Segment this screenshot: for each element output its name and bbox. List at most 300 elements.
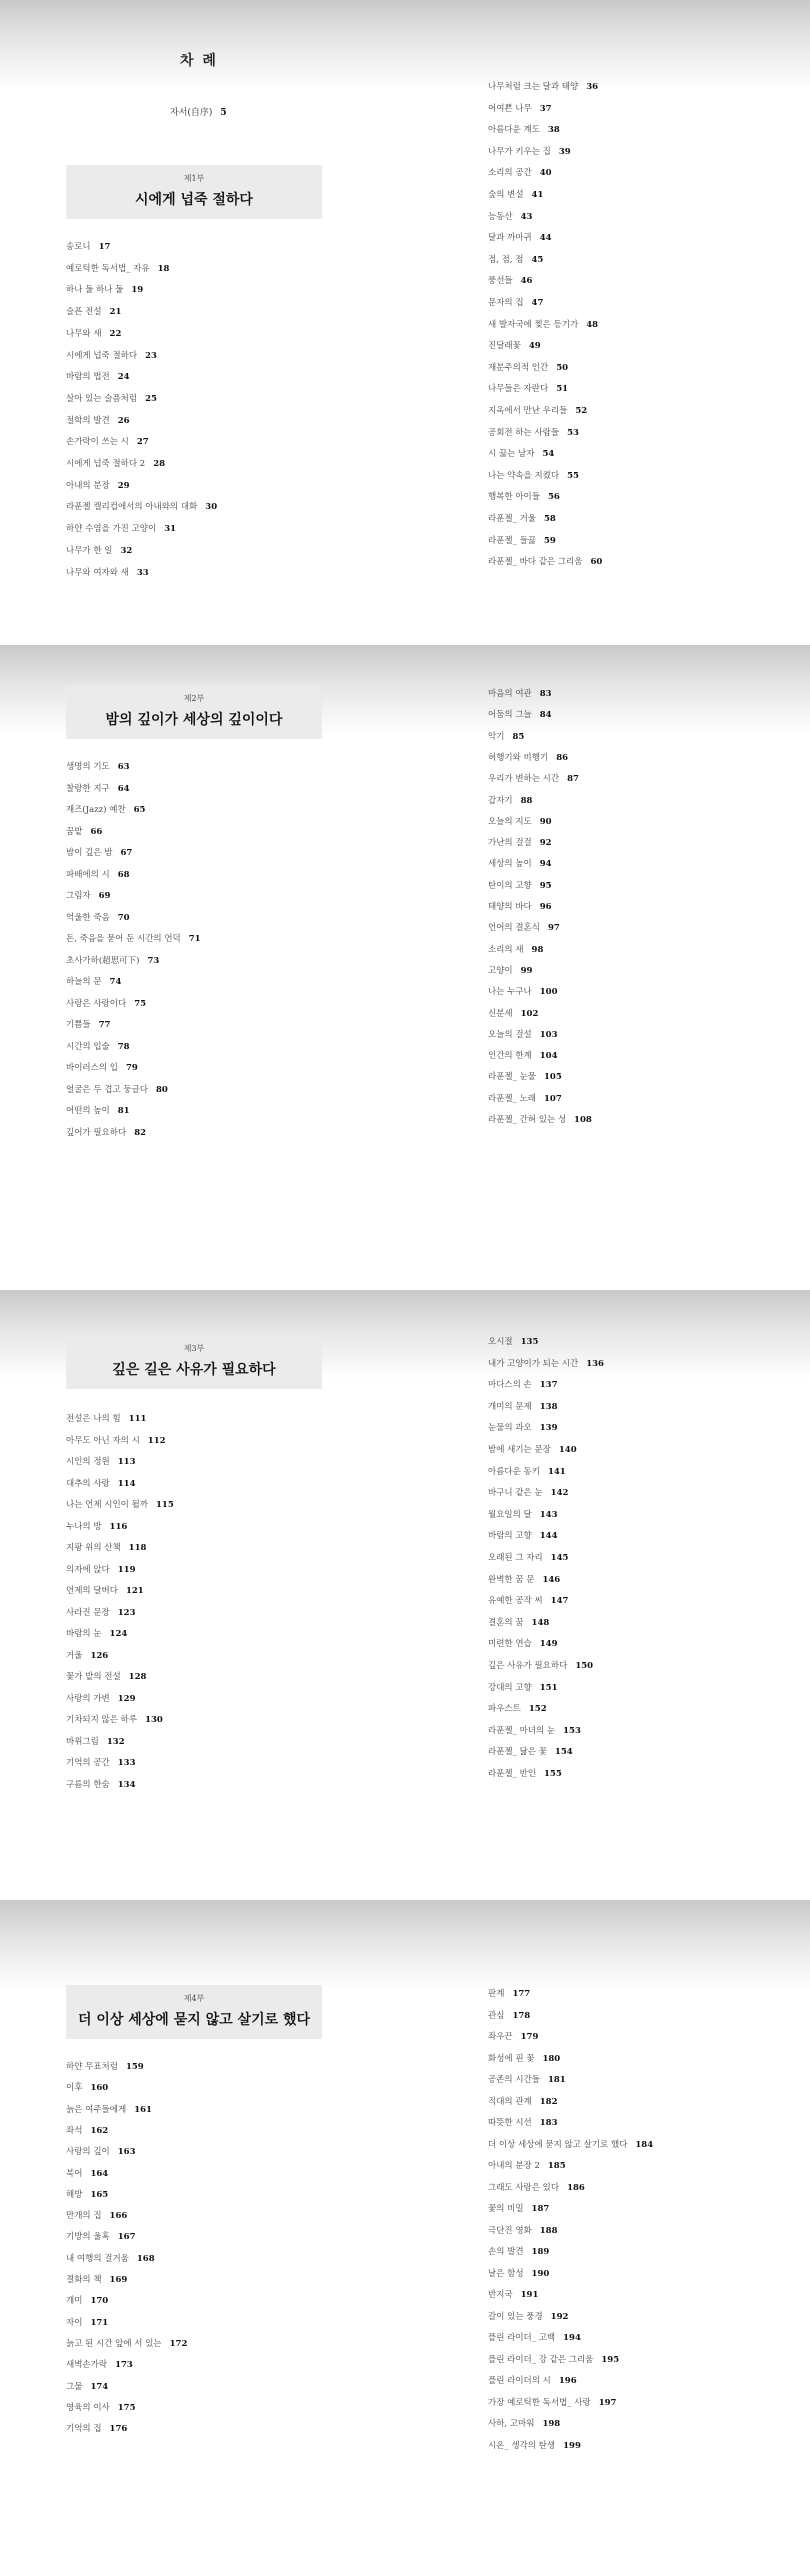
entry-title: 해방 (66, 2189, 83, 2200)
toc-entry (488, 2138, 653, 2150)
entry-page-number: 181 (547, 2075, 566, 2085)
toc-entry (66, 327, 121, 339)
entry-title: 절학의 발견 (66, 415, 110, 426)
toc-entry (488, 2310, 568, 2322)
entry-title: 하나 둘 하나 둘 (66, 285, 124, 296)
entry-title: 나무가 키우는 집 (488, 146, 551, 157)
entry-page-number: 133 (117, 1758, 136, 1768)
part-label: 제1부 (183, 174, 205, 183)
entry-page-number: 59 (544, 535, 556, 546)
entry-page-number: 25 (145, 393, 157, 404)
entry-title: 고양이 (488, 965, 513, 976)
toc-entry (66, 2422, 127, 2434)
toc-entry (66, 240, 110, 252)
entry-title: 능동산 (488, 211, 513, 222)
entry-page-number: 48 (586, 319, 599, 330)
entry-title: 사하, 고마워 (488, 2419, 535, 2429)
toc-entry (66, 1434, 166, 1446)
entry-title: 거울 (66, 1650, 83, 1661)
entry-title: 행복한 아이들 (488, 492, 540, 503)
entry-page-number: 129 (117, 1693, 136, 1704)
entry-page-number: 141 (547, 1466, 566, 1477)
toc-entry (66, 370, 130, 382)
entry-page-number: 134 (117, 1779, 136, 1790)
entry-page-number: 33 (136, 567, 149, 578)
entry-page-number: 149 (539, 1639, 558, 1650)
entry-page-number: 75 (134, 998, 147, 1009)
entry-title: 억울한 죽음 (66, 912, 110, 923)
entry-title: 갈이 있는 풍경 (488, 2311, 543, 2322)
toc-entry (66, 262, 169, 274)
entry-title: 라푼젤_ 눈물 (488, 1072, 537, 1083)
toc-entry (488, 274, 532, 286)
toc-entry (66, 825, 102, 837)
toc-entry (66, 975, 121, 987)
toc-entry (66, 2358, 133, 2370)
entry-title: 반지국 (488, 2290, 513, 2300)
entry-page-number: 66 (90, 826, 103, 837)
entry-page-number: 81 (117, 1106, 130, 1116)
entry-title: 미련한 연습 (488, 1639, 532, 1650)
entry-title: 공회전 하는 사람들 (488, 427, 560, 438)
entry-title: 소리의 공간 (488, 168, 532, 179)
entry-page-number: 67 (120, 848, 133, 858)
toc-entry (488, 2267, 549, 2279)
entry-page-number: 104 (539, 1051, 558, 1062)
entry-title: 돈, 죽음을 묻어 둔 시간의 언덕 (66, 934, 181, 944)
entry-page-number: 56 (547, 492, 560, 503)
entry-title: 가난의 걸걸 (488, 838, 532, 849)
toc-entry (488, 1637, 558, 1649)
entry-title: 눈물의 과오 (488, 1423, 532, 1434)
entry-title: 하얀 무표처럼 (66, 2062, 118, 2072)
entry-title: 시간의 입술 (66, 1041, 110, 1052)
entry-page-number: 43 (520, 211, 533, 222)
toc-entry (488, 1028, 558, 1040)
entry-title: 우리가 변하는 시간 (488, 774, 560, 785)
toc-entry (488, 339, 541, 351)
entry-page-number: 123 (117, 1607, 136, 1618)
toc-entry (488, 2009, 530, 2021)
entry-page-number: 139 (539, 1423, 558, 1434)
toc-entry (66, 283, 143, 295)
toc-entry (488, 2353, 619, 2365)
entry-title: 아름다운 계도 (488, 125, 540, 136)
entry-title: 라푼젤 캘리컵에서의 아내와의 대화 (66, 502, 198, 513)
toc-entry (66, 932, 201, 944)
part-title: 깊은 길은 사유가 필요하다 (112, 1362, 276, 1378)
entry-page-number: 49 (528, 341, 541, 352)
toc-entry (66, 457, 165, 469)
entry-title: 바람의 고향 (488, 1531, 532, 1542)
entry-title: 깊은 사유가 필요하다 (488, 1661, 568, 1671)
entry-title: 태양의 바다 (488, 902, 532, 912)
toc-entry (488, 447, 554, 459)
entry-page-number: 69 (98, 891, 111, 901)
entry-title: 마다스의 손 (488, 1380, 532, 1391)
toc-entry (488, 1070, 562, 1082)
entry-page-number: 94 (539, 859, 552, 870)
entry-page-number: 53 (567, 427, 579, 438)
entry-page-number: 164 (90, 2168, 109, 2179)
entry-page-number: 100 (539, 987, 558, 998)
entry-page-number: 102 (520, 1008, 539, 1019)
entry-title: 세상의 높이 (488, 859, 532, 870)
entry-page-number: 112 (147, 1435, 166, 1446)
entry-page-number: 74 (109, 977, 122, 987)
entry-page-number: 82 (134, 1127, 147, 1138)
entry-title: 라푼젤_ 마녀의 눈 (488, 1725, 556, 1736)
toc-entry (66, 1412, 146, 1424)
entry-page-number: 165 (90, 2189, 109, 2200)
entry-page-number: 114 (117, 1478, 136, 1489)
entry-title: 플린 라이더_ 고백 (488, 2333, 556, 2343)
toc-entry (488, 1007, 538, 1019)
entry-title: 사라진 문장 (66, 1607, 110, 1618)
entry-title: 기차되지 않은 하루 (66, 1715, 138, 1725)
entry-page-number: 190 (531, 2268, 550, 2279)
toc-entry (66, 2294, 108, 2306)
toc-entry (488, 836, 552, 848)
entry-page-number: 138 (539, 1401, 558, 1412)
entry-title: 지팡 위의 산책 (66, 1543, 121, 1553)
entry-page-number: 98 (531, 944, 544, 955)
toc-entry (488, 2181, 585, 2193)
toc-entry (66, 1126, 146, 1138)
entry-page-number: 58 (544, 514, 556, 524)
toc-entry (66, 1778, 136, 1790)
toc-entry (66, 954, 159, 966)
entry-page-number: 176 (109, 2424, 128, 2435)
toc-entry (66, 868, 130, 880)
toc-entry (488, 687, 552, 699)
entry-title: 밤에 새기는 문장 (488, 1445, 551, 1455)
entry-page-number: 192 (550, 2311, 569, 2322)
entry-page-number: 64 (117, 783, 130, 794)
toc-entry (66, 911, 130, 923)
toc-entry (488, 534, 556, 546)
entry-title: 언제의 달버다 (66, 1586, 118, 1596)
entry-title: 어떤의 높이 (66, 1106, 110, 1116)
entry-title: 개미 (66, 2296, 83, 2307)
entry-title: 그래도 사랑은 있다 (488, 2182, 560, 2193)
entry-title: 기억의 집 (66, 2424, 102, 2435)
entry-title: 찰랑한 지구 (66, 783, 110, 794)
toc-entry (66, 889, 110, 901)
entry-page-number: 151 (539, 1682, 558, 1693)
entry-page-number: 71 (188, 934, 201, 944)
entry-title: 결화의 책 (66, 2275, 102, 2285)
entry-title: 그림자 (66, 891, 91, 901)
entry-title: 예로틱한 독서법_ 자유 (66, 263, 150, 274)
toc-entry (488, 1092, 562, 1104)
entry-page-number: 173 (115, 2360, 133, 2371)
entry-page-number: 41 (531, 190, 544, 200)
toc-entry (488, 1551, 568, 1563)
toc-entry (488, 210, 532, 222)
entry-title: 아무도 아닌 자의 시 (66, 1435, 140, 1446)
toc-entry (66, 1541, 146, 1553)
toc-entry (488, 1681, 558, 1693)
toc-entry (66, 2167, 108, 2179)
entry-page-number: 166 (109, 2211, 128, 2222)
entry-page-number: 92 (539, 838, 552, 849)
entry-title: 언어의 결혼식 (488, 923, 540, 934)
toc-entry (66, 2060, 144, 2072)
toc-entry (66, 2252, 155, 2264)
toc-entry (66, 2401, 136, 2413)
entry-title: 나무처럼 크는 달과 태양 (488, 82, 579, 92)
entry-page-number: 116 (109, 1521, 128, 1532)
entry-title: 나는 언제 시인이 될까 (66, 1500, 149, 1510)
entry-page-number: 40 (539, 168, 552, 179)
entry-page-number: 31 (164, 524, 177, 535)
part-label: 제2부 (183, 694, 205, 703)
toc-entry (66, 1455, 136, 1467)
entry-page-number: 46 (520, 276, 533, 287)
toc-entry (488, 1357, 604, 1369)
entry-page-number: 99 (520, 965, 533, 976)
entry-page-number: 65 (133, 805, 146, 815)
entry-title: 늙고 된 시간 앞에 서 있는 (66, 2338, 162, 2349)
toc-entry (66, 1040, 130, 1052)
entry-page-number: 128 (128, 1672, 147, 1682)
entry-page-number: 119 (117, 1564, 136, 1575)
entry-title: 전설은 나의 힘 (66, 1414, 121, 1424)
entry-page-number: 132 (106, 1736, 125, 1747)
entry-title: 의자에 앉다 (66, 1564, 110, 1575)
entry-title: 오시절 (488, 1337, 513, 1347)
entry-title: 인간의 한계 (488, 1051, 532, 1062)
toc-entry (488, 1508, 558, 1520)
entry-title: 슬픈 전설 (66, 307, 102, 318)
entry-title: 완벽한 꿈 문 (488, 1574, 535, 1585)
entry-title: 하늘의 문 (66, 977, 102, 987)
entry-page-number: 177 (512, 1989, 531, 1999)
entry-title: 나무와 여자와 새 (66, 567, 129, 578)
entry-title: 시 끓는 남자 (488, 449, 535, 460)
toc-entry (66, 2124, 108, 2136)
entry-title: 신분세 (488, 1008, 513, 1019)
entry-page-number: 143 (539, 1509, 558, 1520)
entry-title: 파우스트 (488, 1704, 521, 1715)
entry-title: 플린 라이더_ 강 같은 그리움 (488, 2354, 594, 2365)
toc-entry (488, 1573, 560, 1585)
entry-page-number: 17 (98, 242, 111, 252)
entry-title: 만개의 집 (66, 2211, 102, 2222)
entry-page-number: 97 (547, 923, 560, 934)
entry-title: 사랑은 사랑이다 (66, 998, 127, 1009)
entry-title: 마음의 여관 (488, 689, 532, 699)
toc-entry (488, 943, 543, 955)
entry-page-number: 191 (520, 2290, 539, 2300)
entry-title: 오늘의 걸설 (488, 1029, 532, 1040)
toc-entry (488, 879, 552, 891)
toc-entry (66, 1498, 174, 1510)
entry-page-number: 87 (567, 774, 579, 785)
entry-page-number: 152 (528, 1704, 547, 1715)
entry-page-number: 171 (90, 2317, 109, 2328)
toc-entry (66, 1627, 127, 1639)
entry-title: 재분주의적 인간 (488, 362, 549, 373)
entry-page-number: 199 (563, 2440, 581, 2451)
toc-entry (66, 1756, 136, 1768)
entry-page-number: 30 (205, 502, 218, 513)
entry-title: 바람의 눈 (66, 1629, 102, 1639)
entry-title: 극단진 영화 (488, 2225, 532, 2236)
toc-entry (66, 2316, 108, 2328)
entry-page-number: 174 (90, 2381, 109, 2392)
part-header (66, 1335, 322, 1389)
entry-title: 라푼젤_ 거울 (488, 514, 537, 524)
entry-title: 오래된 그 자리 (488, 1553, 543, 1563)
entry-page-number: 84 (539, 710, 552, 721)
entry-title: 가장 예로틱한 독서법_ 사랑 (488, 2397, 591, 2408)
entry-title: 직대의 관계 (488, 2096, 532, 2107)
entry-title: 라푼젤_ 간혀 있는 성 (488, 1115, 567, 1125)
entry-page-number: 167 (117, 2232, 136, 2243)
entry-title: 하얀 수염을 가진 고양이 (66, 524, 157, 535)
entry-page-number: 160 (90, 2083, 109, 2094)
toc-entry (66, 1520, 127, 1532)
entry-page-number: 19 (131, 285, 144, 296)
entry-title: 바위그림 (66, 1736, 99, 1747)
entry-title: 탄이의 고향 (488, 880, 532, 891)
toc-entry (488, 2030, 538, 2042)
entry-page-number: 185 (547, 2161, 566, 2171)
toc-entry (66, 1083, 168, 1095)
entry-title: 나무와 새 (66, 328, 102, 339)
entry-page-number: 39 (558, 146, 571, 157)
toc-entry (488, 2052, 560, 2064)
toc-entry (488, 1486, 568, 1498)
toc-entry (488, 2224, 558, 2236)
entry-title: 깊어가 필요하다 (66, 1127, 127, 1138)
entry-page-number: 178 (512, 2010, 531, 2021)
entry-title: 살아 있는 슬픔처럼 (66, 393, 138, 404)
toc-entry (66, 1104, 130, 1116)
toc-entry (488, 426, 579, 438)
entry-title: 자이 (66, 2317, 83, 2328)
entry-title: 구름의 한숨 (66, 1779, 110, 1790)
entry-title: 좌우끈 (488, 2032, 513, 2042)
entry-title: 시온_ 생각의 탄생 (488, 2440, 556, 2451)
entry-page-number: 142 (550, 1488, 569, 1499)
toc-entry (66, 1563, 136, 1575)
toc-entry (488, 1335, 538, 1347)
entry-title: 내 여행의 걸거움 (66, 2253, 129, 2264)
entry-title: 꽃가 밭의 전설 (66, 1672, 121, 1682)
entry-page-number: 113 (117, 1457, 136, 1467)
entry-page-number: 115 (156, 1500, 174, 1510)
toc-entry (66, 479, 130, 491)
entry-title: 기방의 울혹 (66, 2232, 110, 2243)
entry-page-number: 135 (520, 1337, 539, 1347)
toc-entry (488, 2396, 616, 2408)
entry-page-number: 161 (134, 2104, 152, 2115)
entry-page-number: 198 (542, 2419, 561, 2429)
entry-page-number: 124 (109, 1629, 128, 1639)
entry-page-number: 36 (586, 82, 599, 92)
entry-title: 꿈밭 (66, 826, 83, 837)
entry-title: 파배에의 시 (66, 869, 110, 880)
toc-entry (488, 2095, 558, 2107)
entry-title: 나는 누구나 (488, 987, 532, 998)
entry-title: 유예한 공작 씨 (488, 1596, 543, 1607)
toc-entry (488, 2417, 560, 2429)
entry-page-number: 136 (586, 1358, 604, 1369)
entry-page-number: 70 (117, 912, 130, 923)
entry-title: 월요일의 달 (488, 1509, 532, 1520)
toc-entry (488, 900, 552, 912)
entry-page-number: 154 (554, 1747, 573, 1758)
entry-title: 라푼젤_ 바다 같은 그리움 (488, 557, 583, 568)
entry-title: 북어 (66, 2168, 83, 2179)
entry-page-number: 130 (145, 1715, 163, 1725)
toc-entry (488, 1594, 568, 1606)
entry-page-number: 111 (128, 1414, 147, 1424)
part-header (66, 1985, 322, 2039)
toc-entry (488, 772, 579, 784)
entry-page-number: 83 (539, 689, 552, 699)
entry-page-number: 183 (539, 2118, 558, 2128)
entry-title: 어둠의 그늘 (488, 710, 532, 721)
preface-entry (170, 105, 227, 118)
preface-page: 5 (220, 108, 227, 118)
entry-page-number: 195 (601, 2354, 620, 2365)
entry-title: 나무들은 자란다 (488, 384, 549, 395)
entry-title: 판계 (488, 1989, 505, 1999)
toc-entry (66, 846, 132, 858)
toc-entry (66, 2103, 152, 2115)
toc-entry (488, 102, 552, 114)
entry-title: 밤이 깊은 밤 (66, 848, 113, 858)
entry-page-number: 52 (575, 406, 588, 416)
entry-page-number: 23 (145, 350, 157, 361)
entry-page-number: 21 (109, 307, 122, 318)
toc-entry (488, 730, 524, 742)
entry-page-number: 188 (539, 2225, 558, 2236)
entry-title: 악기 (488, 731, 505, 742)
toc-entry (488, 382, 568, 394)
toc-entry (488, 2159, 566, 2171)
toc-entry (488, 751, 568, 763)
toc-entry (66, 544, 132, 556)
entry-page-number: 77 (98, 1020, 111, 1030)
toc-page-1 (0, 0, 810, 578)
entry-page-number: 159 (125, 2062, 144, 2072)
toc-entry (488, 2374, 577, 2386)
toc-entry (488, 1616, 549, 1628)
toc-entry (66, 1584, 144, 1596)
entry-page-number: 162 (90, 2125, 109, 2136)
entry-page-number: 108 (574, 1115, 592, 1125)
toc-entry (66, 500, 217, 512)
toc-entry (488, 1724, 581, 1736)
toc-entry (66, 435, 149, 447)
toc-page-4 (0, 1900, 810, 2451)
entry-title: 라푼젤_ 반인 (488, 1769, 537, 1779)
entry-title: 아내의 분장 2 (488, 2161, 540, 2171)
entry-title: 바구니 같은 눈 (488, 1488, 543, 1499)
toc-entry (66, 1477, 136, 1489)
entry-title: 플린 라이더의 시 (488, 2376, 551, 2386)
entry-title: 꽃의 비밀 (488, 2204, 524, 2214)
entry-page-number: 144 (539, 1531, 558, 1542)
toc-entry (66, 1606, 136, 1618)
toc-entry (488, 1529, 558, 1541)
toc-entry (488, 1421, 558, 1433)
